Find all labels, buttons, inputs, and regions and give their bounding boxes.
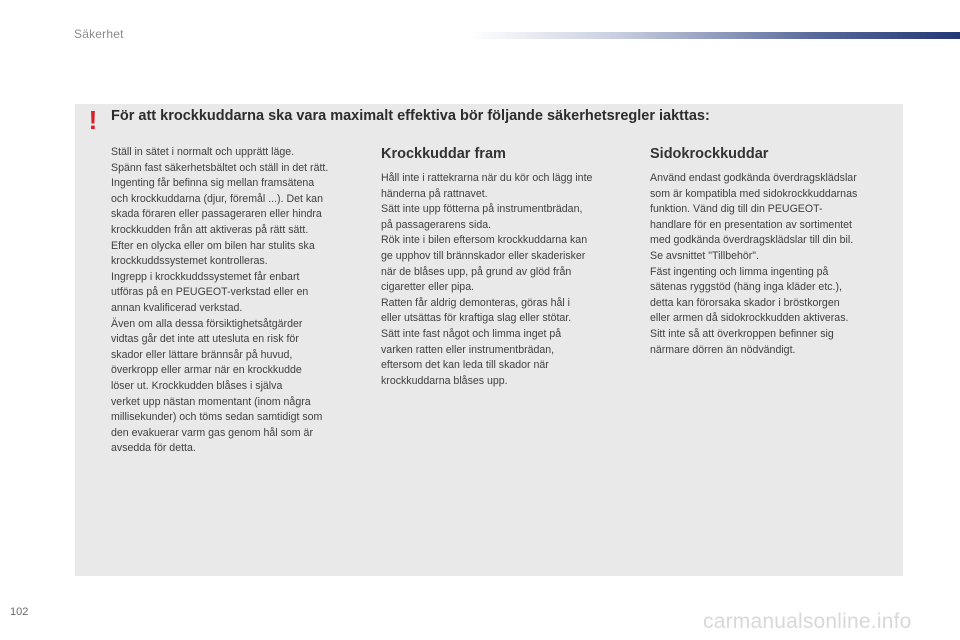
- text-line: millisekunder) och töms sedan samtidigt som: [111, 411, 323, 424]
- text-line: Ingenting får befinna sig mellan framsätena: [111, 177, 315, 190]
- text-line: detta kan förorsaka skador i bröstkorgen: [650, 296, 840, 309]
- text-line: Håll inte i rattekrarna när du kör och lägg inte: [381, 172, 593, 184]
- text-line: krockkuddarna blåses upp.: [381, 374, 508, 387]
- text-line: funktion. Vänd dig till din PEUGEOT-: [650, 203, 823, 216]
- heading-side-airbags: Sidokrockkuddar: [650, 146, 769, 162]
- text-line: Sätt inte fast något och limma inget på: [381, 327, 562, 340]
- text-line: överkropp eller armar när en krockkudde: [111, 364, 302, 377]
- header-gradient-bar: [470, 32, 960, 39]
- text-line: krockkuddssystemet kontrolleras.: [111, 255, 268, 268]
- text-line: den evakuerar varm gas genom hål som är: [111, 426, 313, 439]
- text-line: annan kvalificerad verkstad.: [111, 301, 243, 314]
- text-line: handlare för en presentation av sortimentet: [650, 218, 852, 231]
- text-line: Ingrepp i krockkuddssystemet får enbart: [111, 270, 300, 283]
- text-line: Ratten får aldrig demonteras, göras hål i: [381, 296, 571, 309]
- column-general: [111, 145, 363, 457]
- text-line: närmare dörren än nödvändigt.: [650, 343, 796, 356]
- text-line: eller armen då sidokrockkudden aktiveras.: [650, 312, 849, 325]
- column-front-airbags: [381, 145, 636, 389]
- text-line: Spänn fast säkerhetsbältet och ställ in det rätt.: [111, 161, 329, 174]
- heading-front-airbags: Krockkuddar fram: [381, 146, 506, 162]
- panel-title: För att krockkuddarna ska vara maximalt effektiva bör följande säkerhetsregler iakttas:: [111, 108, 710, 124]
- text-line: Efter en olycka eller om bilen har stulits ska: [111, 239, 315, 252]
- text-line: och krockkuddarna (djur, föremål ...). Det kan: [111, 192, 323, 205]
- text-line: sätenas ryggstöd (häng inga kläder etc.),: [650, 281, 842, 294]
- text-line: krockkudden från att aktiveras på rätt sätt.: [111, 223, 309, 236]
- text-line: Fäst ingenting och limma ingenting på: [650, 265, 829, 278]
- text-line: Se avsnittet "Tillbehör".: [650, 249, 759, 262]
- text-line: Sätt inte upp fötterna på instrumentbrädan,: [381, 203, 583, 216]
- text-line: löser ut. Krockkudden blåses i själva: [111, 379, 283, 392]
- text-line: när de blåses upp, på grund av glöd från: [381, 265, 572, 278]
- text-line: varken ratten eller instrumentbrädan,: [381, 343, 555, 356]
- column-side-airbags-text: [650, 171, 898, 358]
- text-line: verket upp nästan momentant (inom några: [111, 395, 311, 408]
- page-number: 102: [10, 606, 29, 618]
- text-line: Rök inte i bilen eftersom krockkuddarna kan: [381, 234, 588, 247]
- text-line: cigaretter eller pipa.: [381, 281, 475, 294]
- column-front-airbags-text: [381, 171, 636, 389]
- text-line: utföras på en PEUGEOT-verkstad eller en: [111, 286, 309, 299]
- text-line: Ställ in sätet i normalt och upprätt läge.: [111, 146, 295, 158]
- text-line: skador eller lättare brännsår på huvud,: [111, 348, 293, 361]
- text-line: ge upphov till brännskador eller skaderisker: [381, 249, 586, 262]
- text-line: vidtas går det inte att utesluta en risk för: [111, 333, 299, 346]
- text-line: Använd endast godkända överdragsklädslar: [650, 172, 857, 184]
- text-line: eftersom det kan leda till skador när: [381, 359, 549, 372]
- text-line: skada föraren eller passageraren eller hindra: [111, 208, 322, 221]
- text-line: på passagerarens sida.: [381, 218, 492, 231]
- warning-icon: !: [88, 105, 98, 135]
- text-line: med godkända överdragsklädslar till din bil.: [650, 234, 854, 247]
- text-line: som är kompatibla med sidokrockkuddarnas: [650, 187, 858, 200]
- text-line: avsedda för detta.: [111, 442, 196, 455]
- column-general-text: [111, 145, 363, 457]
- text-line: händerna på rattnavet.: [381, 187, 488, 200]
- watermark-text: carmanualsonline.info: [703, 610, 912, 633]
- section-label: Säkerhet: [74, 27, 124, 41]
- column-side-airbags: [650, 145, 898, 358]
- text-line: Sitt inte så att överkroppen befinner sig: [650, 327, 834, 340]
- text-line: Även om alla dessa försiktighetsåtgärder: [111, 317, 303, 330]
- text-line: eller utsättas för kraftiga slag eller stötar.: [381, 312, 572, 325]
